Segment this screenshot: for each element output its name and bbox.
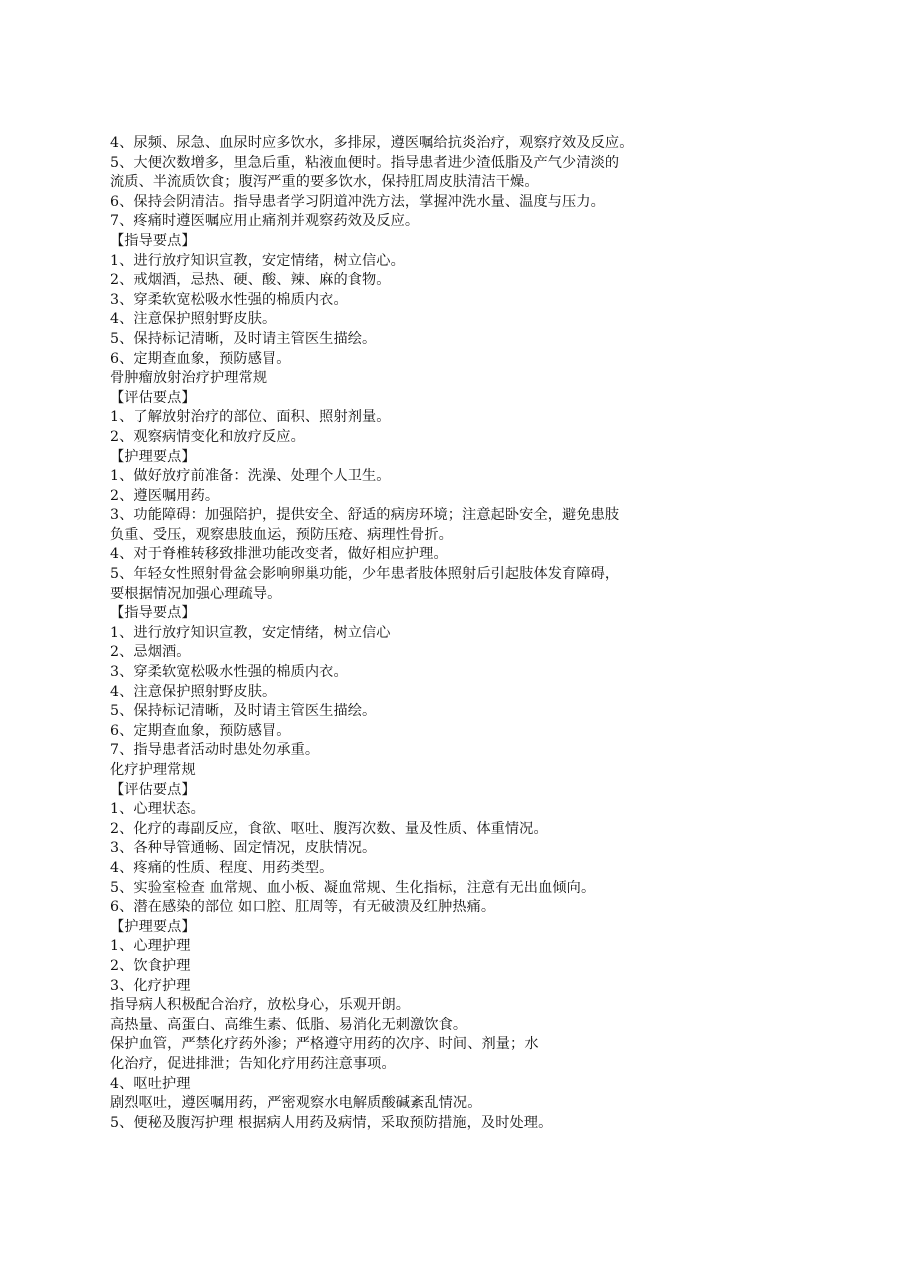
document-body xyxy=(110,134,800,1133)
section-heading: 【指导要点】 xyxy=(110,232,196,249)
text-line: 要根据情况加强心理疏导。 xyxy=(110,585,282,602)
section-heading: 【评估要点】 xyxy=(110,781,196,798)
text-line: 5、实验室检查 血常规、血小板、凝血常规、生化指标，注意有无出血倾向。 xyxy=(110,879,596,896)
text-line: 6、定期查血象，预防感冒。 xyxy=(110,350,291,367)
chapter-title: 骨肿瘤放射治疗护理常规 xyxy=(110,370,268,387)
text-line: 5、大便次数增多，里急后重，粘液血便时。指导患者进少渣低脂及产气少清淡的 xyxy=(110,154,620,171)
text-line: 指导病人积极配合治疗，放松身心，乐观开朗。 xyxy=(110,997,411,1014)
text-line: 6、潜在感染的部位 如口腔、肛周等，有无破溃及红肿热痛。 xyxy=(110,899,496,916)
text-line: 3、化疗护理 xyxy=(110,977,191,994)
text-line: 2、观察病情变化和放疗反应。 xyxy=(110,428,305,445)
text-line: 3、各种导管通畅、固定情况，皮肤情况。 xyxy=(110,840,377,857)
text-line: 剧烈呕吐，遵医嘱用药，严密观察水电解质酸碱紊乱情况。 xyxy=(110,1095,482,1112)
text-line: 化治疗，促进排泄；告知化疗用药注意事项。 xyxy=(110,1055,396,1072)
text-line: 5、保持标记清晰，及时请主管医生描绘。 xyxy=(110,703,377,720)
text-line: 2、戒烟酒，忌热、硬、酸、辣、麻的食物。 xyxy=(110,272,391,289)
text-line: 5、保持标记清晰，及时请主管医生描绘。 xyxy=(110,330,377,347)
text-line: 1、进行放疗知识宣教，安定情绪，树立信心 xyxy=(110,624,391,641)
text-line: 7、指导患者活动时患处勿承重。 xyxy=(110,742,320,759)
text-line: 4、尿频、尿急、血尿时应多饮水，多排尿，遵医嘱给抗炎治疗，观察疗效及反应。 xyxy=(110,135,634,151)
section-heading: 【护理要点】 xyxy=(110,918,196,935)
text-line: 3、穿柔软宽松吸水性强的棉质内衣。 xyxy=(110,664,348,681)
text-line: 4、疼痛的性质、程度、用药类型。 xyxy=(110,859,334,876)
text-line: 高热量、高蛋白、高维生素、低脂、易消化无刺激饮食。 xyxy=(110,1016,468,1033)
section-heading: 【指导要点】 xyxy=(110,605,196,622)
text-line: 2、饮食护理 xyxy=(110,957,191,974)
text-line: 5、便秘及腹泻护理 根据病人用药及病情，采取预防措施，及时处理。 xyxy=(110,1114,553,1131)
text-line: 2、忌烟酒。 xyxy=(110,644,191,661)
text-line: 3、穿柔软宽松吸水性强的棉质内衣。 xyxy=(110,291,348,308)
text-line: 3、功能障碍：加强陪护，提供安全、舒适的病房环境；注意起卧安全，避免患肢 xyxy=(110,507,620,524)
text-line: 1、心理状态。 xyxy=(110,801,205,818)
text-line: 流质、半流质饮食；腹泻严重的要多饮水，保持肛周皮肤清洁干燥。 xyxy=(110,174,539,191)
text-line: 负重、受压，观察患肢血运，预防压疮、病理性骨折。 xyxy=(110,526,453,543)
text-line: 4、注意保护照射野皮肤。 xyxy=(110,683,277,700)
text-line: 7、疼痛时遵医嘱应用止痛剂并观察药效及反应。 xyxy=(110,213,420,230)
text-line: 4、呕吐护理 xyxy=(110,1075,191,1092)
section-heading: 【评估要点】 xyxy=(110,389,196,406)
text-line: 4、对于脊椎转移致排泄功能改变者，做好相应护理。 xyxy=(110,546,448,563)
text-line: 2、化疗的毒副反应，食欲、呕吐、腹泻次数、量及性质、体重情况。 xyxy=(110,820,548,837)
text-line: 1、进行放疗知识宣教，安定情绪，树立信心。 xyxy=(110,252,405,269)
text-line: 1、心理护理 xyxy=(110,938,191,955)
text-line: 5、年轻女性照射骨盆会影响卵巢功能，少年患者肢体照射后引起肢体发育障碍， xyxy=(110,566,620,583)
text-line: 1、了解放射治疗的部位、面积、照射剂量。 xyxy=(110,409,391,426)
text-line: 2、遵医嘱用药。 xyxy=(110,487,220,504)
text-line: 1、做好放疗前准备：洗澡、处理个人卫生。 xyxy=(110,468,391,485)
text-line: 6、定期查血象，预防感冒。 xyxy=(110,722,291,739)
section-heading: 【护理要点】 xyxy=(110,448,196,465)
text-line: 保护血管，严禁化疗药外渗；严格遵守用药的次序、时间、剂量；水 xyxy=(110,1036,539,1053)
text-line: 4、注意保护照射野皮肤。 xyxy=(110,311,277,328)
chapter-title: 化疗护理常规 xyxy=(110,762,196,778)
text-line: 6、保持会阴清洁。指导患者学习阴道冲洗方法，掌握冲洗水量、温度与压力。 xyxy=(110,193,605,210)
